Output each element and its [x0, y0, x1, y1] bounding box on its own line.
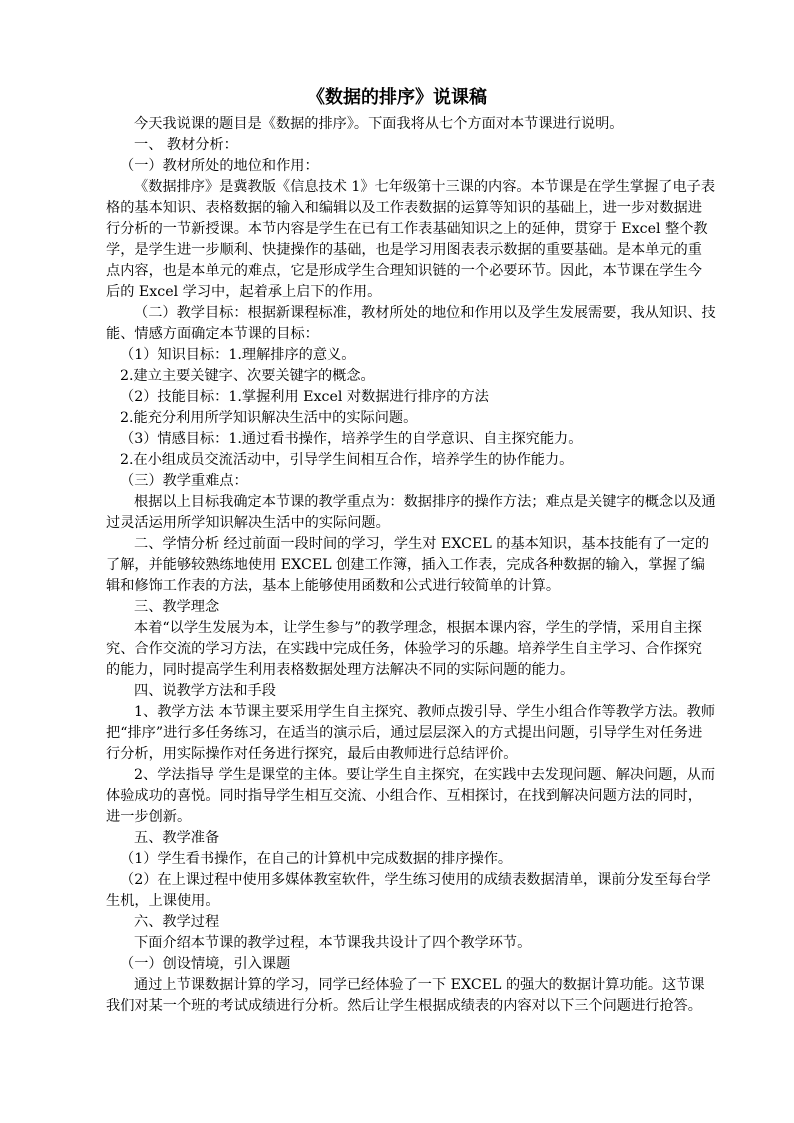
paragraph: 五、教学准备 — [134, 830, 220, 846]
page-title: 《数据的排序》说课稿 — [307, 87, 487, 108]
paragraph: 二、学情分析 经过前面一段时间的学习，学生对 EXCEL 的基本知识，基本技能有了一定的了解，并能够较熟练地使用 EXCEL 创建工作簿，插入工作表，完成各种数据的输入，掌握了编辑和修饰工作表的方法，基本上能够使用函数和公式进行较简单的计算。 — [106, 536, 710, 594]
paragraph: （三）教学重难点： — [120, 473, 248, 489]
paragraph: 2.建立主要关键字、次要关键字的概念。 — [120, 368, 375, 384]
paragraph: （二）教学目标：根据新课程标准，教材所处的地位和作用以及学生发展需要，我从知识、技能、情感方面确定本节课的目标： — [106, 305, 716, 342]
paragraph: 根据以上目标我确定本节课的教学重点为：数据排序的操作方法；难点是关键字的概念以及通过灵活运用所学知识解决生活中的实际问题。 — [106, 494, 716, 531]
paragraph: 《数据排序》是冀教版《信息技术 1》七年级第十三课的内容。本节课是在学生掌握了电子表格的基本知识、表格数据的输入和编辑以及工作表数据的运算等知识的基础上，进一步对数据进行分析的一节新授课。本节内容是学生在已有工作表基础知识之上的延伸，贯穿于 Excel 整个教学，是学生进一步顺利、快捷操作的基础，也是学习用图表表示数据的重要基础。是本单元的重点内容，也是本单元的难点，它是形成学生合理知识链的一个必要环节。因此，本节课在学生今后的 Excel 学习中，起着承上启下的作用。 — [106, 179, 716, 300]
paragraph: 下面介绍本节课的教学过程，本节课我共设计了四个教学环节。 — [134, 935, 532, 951]
paragraph: （2）在上课过程中使用多媒体教室软件，学生练习使用的成绩表数据清单，课前分发至每台学生机，上课使用。 — [106, 872, 711, 909]
document-body — [106, 114, 716, 1017]
paragraph: 通过上节课数据计算的学习，同学已经体验了一下 EXCEL 的强大的数据计算功能。这节课我们对某一个班的考试成绩进行分析。然后让学生根据成绩表的内容对以下三个问题进行抢答。 — [106, 977, 705, 1014]
paragraph: （1）学生看书操作，在自己的计算机中完成数据的排序操作。 — [120, 851, 513, 867]
paragraph: 2.在小组成员交流活动中，引导学生间相互合作，培养学生的协作能力。 — [120, 452, 574, 468]
paragraph: 2、学法指导 学生是课堂的主体。要让学生自主探究，在实践中去发现问题、解决问题，从而体验成功的喜悦。同时指导学生相互交流、小组合作、互相探讨，在找到解决问题方法的同时，进一步创新。 — [106, 767, 716, 825]
paragraph: （3）情感目标：1.通过看书操作，培养学生的自学意识、自主探究能力。 — [120, 431, 583, 447]
paragraph: （一）教材所处的地位和作用： — [120, 158, 319, 174]
paragraph: 六、教学过程 — [134, 914, 220, 930]
paragraph: 一、 教材分析： — [134, 137, 238, 153]
paragraph: 2.能充分利用所学知识解决生活中的实际问题。 — [120, 410, 418, 426]
paragraph: 1、教学方法 本节课主要采用学生自主探究、教师点拨引导、学生小组合作等教学方法。教师把“排序”进行多任务练习，在适当的演示后，通过层层深入的方式提出问题，引导学生对任务进行分析，用实际操作对任务进行探究，最后由教师进行总结评价。 — [106, 704, 716, 762]
paragraph: 三、教学理念 — [134, 599, 220, 615]
paragraph: （1）知识目标：1.理解排序的意义。 — [120, 347, 356, 363]
paragraph: 今天我说课的题目是《数据的排序》。下面我将从七个方面对本节课进行说明。 — [134, 116, 624, 132]
paragraph: 本着“以学生发展为本，让学生参与”的教学理念，根据本课内容，学生的学情，采用自主探究、合作交流的学习方法，在实践中完成任务，体验学习的乐趣。培养学生自主学习、合作探究的能力，同时提高学生利用表格数据处理方法解决不同的实际问题的能力。 — [106, 620, 702, 678]
paragraph: 四、说教学方法和手段 — [134, 683, 276, 699]
paragraph: （一）创设情境，引入课题 — [120, 956, 291, 972]
paragraph: （2）技能目标：1.掌握利用 Excel 对数据进行排序的方法 — [120, 389, 489, 405]
